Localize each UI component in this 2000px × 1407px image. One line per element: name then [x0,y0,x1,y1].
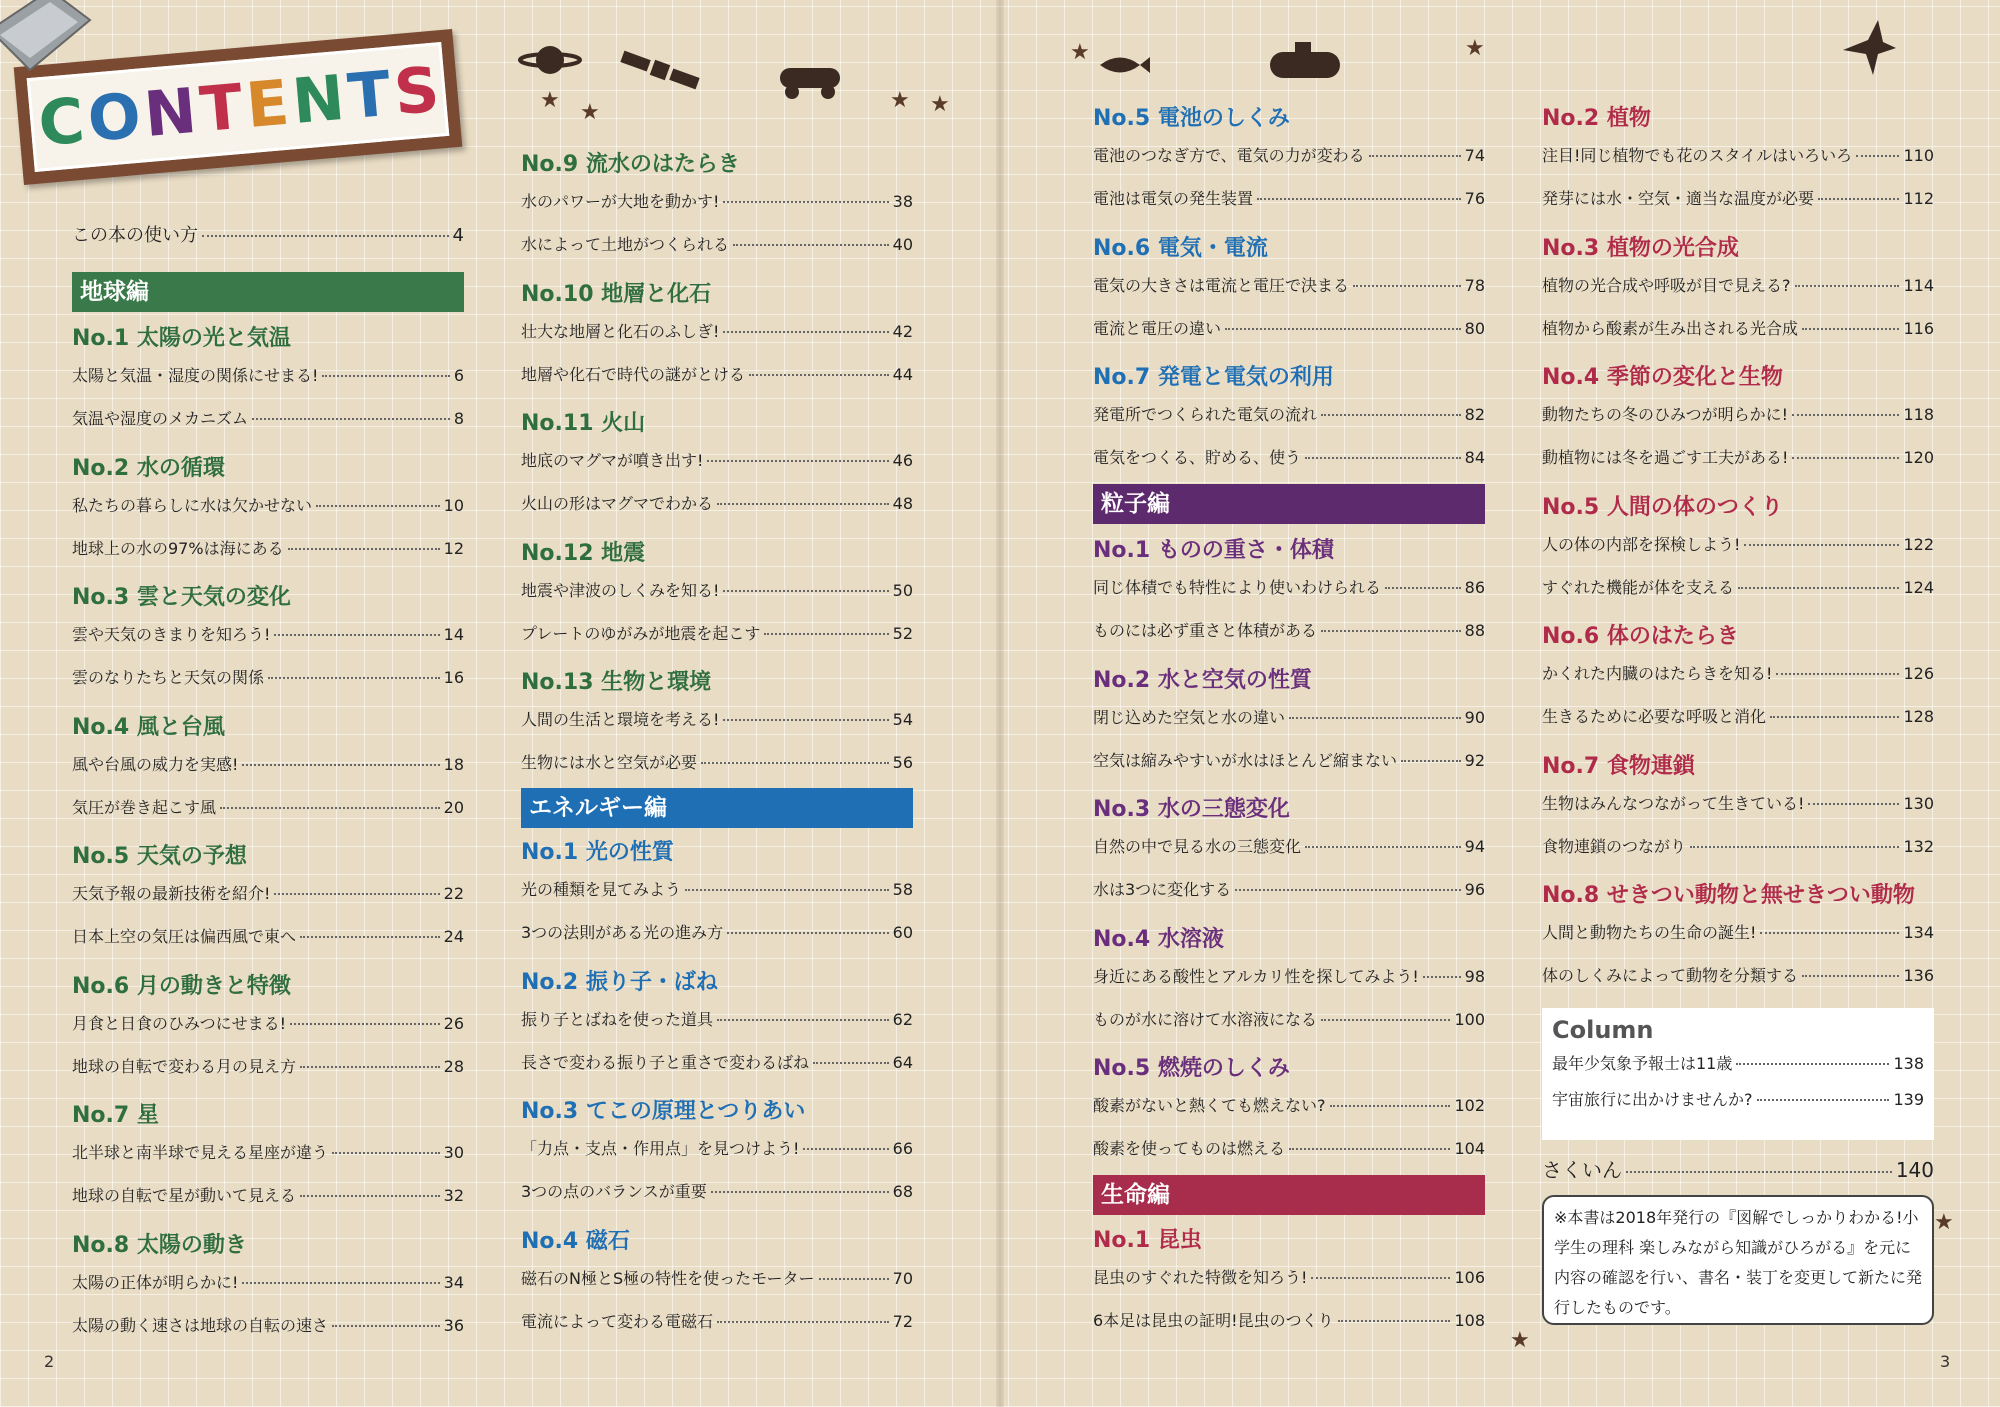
entry-title: 水は3つに変化する [1093,880,1232,899]
entry-page: 20 [443,797,464,817]
toc-entry[interactable] [1552,1054,1924,1074]
entry-page: 122 [1903,534,1934,554]
entry-title: プレートのゆがみが地震を起こす [521,623,761,643]
toc-entry[interactable] [72,668,464,688]
entry-title: 閉じ込めた空気と水の違い [1093,707,1286,727]
page-fold [996,0,1004,1407]
section-title[interactable]: No.5 天気の予想 [72,844,247,869]
star-icon: ★ [1465,36,1485,61]
entry-title: 地球の自転で星が動いて見える [72,1186,297,1205]
entry-page: 22 [443,884,464,903]
toc-entry[interactable] [1093,967,1485,987]
toc-entry[interactable] [72,927,464,947]
entry-title: 天気予報の最新技術を紹介! [72,884,271,903]
entry-title: 人間の生活と環境を考える! [521,710,720,729]
entry-page: 104 [1454,1139,1485,1158]
column-box [1542,1008,1934,1140]
entry-page: 18 [443,754,464,774]
section-title[interactable]: No.7 発電と電気の利用 [1093,365,1334,390]
entry-page: 128 [1903,707,1934,726]
title-letter: T [345,56,398,134]
toc-entry[interactable] [72,884,464,904]
entry-title: 生物はみんなつながって生きている! [1542,793,1805,813]
entry-title: 日本上空の気圧は偏西風で東へ [72,927,297,946]
title-letter: N [141,73,204,152]
toc-entry[interactable] [521,1053,913,1073]
toc-entry[interactable] [72,1186,464,1206]
toc-entry[interactable] [1542,535,1934,555]
toc-entry[interactable] [521,581,913,601]
column-box-title: Column [1552,1016,1654,1044]
toc-entry[interactable] [521,322,913,342]
toc-entry[interactable] [72,1057,464,1077]
entry-page: 12 [443,538,464,558]
entry-title: 磁石のN極とS極の特性を使ったモーター [521,1268,815,1288]
section-title[interactable]: No.10 地層と化石 [521,281,712,307]
entry-title: 私たちの暮らしに水は欠かせない [72,495,313,515]
toc-entry[interactable] [1093,1010,1485,1030]
entry-page: 60 [892,923,913,942]
toc-entry[interactable] [72,1316,464,1336]
entry-page: 86 [1464,578,1485,597]
bird-icon [1838,20,1898,75]
entry-page: 78 [1464,275,1485,295]
section-title[interactable]: No.4 水溶液 [1093,926,1224,952]
entry-title: この本の使い方 [72,225,198,246]
entry-title: 発芽には水・空気・適当な温度が必要 [1542,189,1815,208]
toc-entry[interactable] [1093,1268,1485,1288]
entry-page: 112 [1903,189,1934,208]
toc-entry[interactable] [1093,621,1485,641]
entry-title: 同じ体積でも特性により使いわけられる [1093,578,1382,597]
title-letter: C [35,83,92,161]
toc-entry-index[interactable] [1542,1160,1934,1180]
entry-page: 40 [892,235,913,254]
toc-entry[interactable] [1542,578,1934,598]
entry-title: 動植物には冬を過ごす工夫がある! [1542,448,1789,467]
entry-title: 地球上の水の97%は海にある [72,538,284,558]
entry-page: 134 [1903,923,1934,942]
publication-note: ※本書は2018年発行の『図解でしっかりわかる!小学生の理科 楽しみながら知識がひろがる』を元に内容の確認を行い、書名・装丁を変更して新たに発行したものです。 [1542,1195,1934,1325]
entry-page: 66 [892,1139,913,1158]
entry-title: 太陽の正体が明らかに! [72,1272,239,1292]
entry-page: 140 [1895,1158,1934,1182]
toc-entry[interactable] [1093,1096,1485,1116]
star-icon: ★ [1934,1210,1954,1235]
entry-page: 52 [892,623,913,643]
section-title[interactable]: No.2 振り子・ばね [521,969,718,995]
entry-page: 110 [1903,146,1934,165]
section-title[interactable]: No.4 磁石 [521,1228,630,1254]
section-title[interactable]: No.5 燃焼のしくみ [1093,1056,1290,1081]
entry-title: 水のパワーが大地を動かす! [521,192,720,211]
entry-page: 14 [443,625,464,644]
toc-entry[interactable] [72,798,464,818]
toc-entry[interactable] [1093,146,1485,166]
toc-entry[interactable] [1552,1090,1924,1110]
entry-page: 139 [1893,1090,1924,1109]
star-icon: ★ [1510,1328,1530,1353]
section-title[interactable]: No.4 季節の変化と生物 [1542,365,1783,390]
entry-page: 108 [1454,1311,1485,1330]
entry-title: 3つの点のバランスが重要 [521,1182,707,1201]
entry-page: 4 [452,225,464,246]
toc-entry[interactable] [521,1312,913,1332]
entry-title: 人の体の内部を探検しよう! [1542,534,1741,554]
entry-page: 32 [443,1186,464,1205]
section-title[interactable]: No.4 風と台風 [72,714,225,740]
entry-page: 98 [1464,966,1485,986]
entry-title: 食物連鎖のつながり [1542,836,1687,856]
section-title[interactable]: No.2 植物 [1542,106,1651,131]
entry-title: 風や台風の威力を実感! [72,754,239,774]
toc-entry[interactable] [72,755,464,775]
toc-entry[interactable] [1542,448,1934,468]
toc-entry[interactable] [72,625,464,645]
entry-title: 「力点・支点・作用点」を見つけよう! [521,1139,800,1158]
toc-entry[interactable] [72,1273,464,1293]
section-title[interactable]: No.2 水の循環 [72,455,225,481]
entry-page: 118 [1903,405,1934,424]
entry-title: 人間と動物たちの生命の誕生! [1542,923,1757,942]
entry-page: 100 [1454,1009,1485,1029]
toc-entry[interactable] [1093,837,1485,857]
entry-page: 92 [1464,750,1485,770]
section-title[interactable]: No.5 電池のしくみ [1093,106,1290,131]
entry-page: 54 [892,710,913,729]
section-title[interactable]: No.3 植物の光合成 [1542,235,1739,261]
toc-entry[interactable] [72,1143,464,1163]
toc-entry[interactable] [1542,146,1934,166]
entry-title: 気温や湿度のメカニズム [72,409,249,428]
entry-title: 植物の光合成や呼吸が目で見える? [1542,275,1791,295]
star-icon: ★ [930,92,950,117]
entry-title: 宇宙旅行に出かけませんか? [1552,1090,1753,1109]
entry-title: 体のしくみによって動物を分類する [1542,966,1799,985]
entry-title: 生きるために必要な呼吸と消化 [1542,707,1767,726]
entry-page: 16 [443,668,464,687]
entry-page: 116 [1903,318,1934,338]
toc-entry[interactable] [1542,837,1934,857]
toc-entry[interactable] [1093,1311,1485,1331]
entry-page: 64 [892,1052,913,1072]
section-title[interactable]: No.11 火山 [521,411,646,436]
toc-entry[interactable] [1542,794,1934,814]
section-title[interactable]: No.2 水と空気の性質 [1093,667,1312,693]
entry-title: 地球の自転で変わる月の見え方 [72,1056,297,1076]
entry-page: 136 [1903,966,1934,985]
section-title[interactable]: No.3 水の三態変化 [1093,797,1290,822]
entry-title: 光の種類を見てみよう [521,880,682,899]
entry-page: 68 [892,1182,913,1201]
entry-page: 124 [1903,577,1934,597]
section-title[interactable]: No.13 生物と環境 [521,670,712,695]
toc-entry[interactable] [1093,405,1485,425]
section-title[interactable]: No.3 てこの原理とつりあい [521,1099,806,1124]
entry-page: 138 [1893,1054,1924,1073]
toc-entry[interactable] [1093,578,1485,598]
entry-page: 26 [443,1013,464,1033]
star-icon: ★ [580,100,600,125]
entry-page: 82 [1464,405,1485,424]
entry-page: 84 [1464,448,1485,467]
star-icon: ★ [540,88,560,113]
entry-page: 50 [892,580,913,600]
entry-title: 水によって土地がつくられる [521,235,730,254]
section-title[interactable]: No.5 人間の体のつくり [1542,494,1783,520]
toc-entry[interactable] [521,880,913,900]
toc-entry[interactable] [521,753,913,773]
entry-title: さくいん [1542,1158,1622,1182]
toc-entry[interactable] [1542,966,1934,986]
entry-title: 雲のなりたちと天気の関係 [72,668,265,687]
entry-page: 28 [443,1056,464,1076]
entry-title: 動物たちの冬のひみつが明らかに! [1542,405,1789,424]
entry-title: 電気をつくる、貯める、使う [1093,448,1302,467]
section-title[interactable]: No.7 星 [72,1103,159,1128]
entry-page: 80 [1464,318,1485,338]
section-title[interactable]: No.7 食物連鎖 [1542,753,1695,779]
entry-page: 120 [1903,448,1934,467]
title-letter: N [289,60,352,139]
entry-page: 126 [1903,664,1934,683]
entry-page: 10 [443,495,464,515]
section-title[interactable]: No.6 電気・電流 [1093,235,1268,261]
section-title[interactable]: No.1 ものの重さ・体積 [1093,538,1334,563]
section-title[interactable]: No.6 月の動きと特徴 [72,973,291,999]
entry-page: 38 [892,192,913,211]
entry-title: 最年少気象予報士は11歳 [1552,1054,1733,1073]
toc-entry[interactable] [521,451,913,471]
entry-title: 地層や化石で時代の謎がとける [521,364,746,384]
toc-entry[interactable] [521,365,913,385]
title-letter: E [243,65,296,143]
section-title[interactable]: No.3 雲と天気の変化 [72,585,291,610]
entry-page: 46 [892,451,913,470]
entry-page: 6 [453,366,464,385]
entry-page: 36 [443,1315,464,1335]
section-title[interactable]: No.9 流水のはたらき [521,152,740,177]
section-title[interactable]: No.6 体のはたらき [1542,624,1739,649]
entry-page: 48 [892,494,913,513]
entry-page: 114 [1903,275,1934,295]
entry-page: 102 [1454,1096,1485,1115]
entry-page: 8 [453,409,464,428]
entry-page: 72 [892,1311,913,1331]
toc-entry[interactable] [72,496,464,516]
entry-title: 壮大な地層と化石のふしぎ! [521,321,720,341]
star-icon: ★ [1070,40,1090,65]
toc-entry[interactable] [521,494,913,514]
toc-entry[interactable] [1542,319,1934,339]
section-band-life: 生命編 [1093,1175,1485,1215]
toc-entry[interactable] [72,539,464,559]
section-title[interactable]: No.12 地震 [521,540,646,566]
toc-entry[interactable] [1542,276,1934,296]
page-number-right: 3 [1940,1352,1951,1371]
toc-entry[interactable] [1093,880,1485,900]
section-band-particle: 粒子編 [1093,484,1485,524]
section-title[interactable]: No.1 昆虫 [1093,1228,1202,1253]
toc-entry[interactable] [521,192,913,212]
toc-entry[interactable] [1542,707,1934,727]
entry-title: 自然の中で見る水の三態変化 [1093,837,1302,856]
entry-title: 発電所でつくられた電気の流れ [1093,405,1318,424]
entry-page: 56 [892,753,913,772]
toc-entry[interactable] [1093,751,1485,771]
entry-title: ものには必ず重さと体積がある [1093,621,1318,640]
entry-page: 96 [1464,880,1485,899]
toc-entry[interactable] [521,1269,913,1289]
title-letter: T [197,69,250,147]
toc-entry[interactable] [72,1014,464,1034]
binder-clip-icon [0,0,110,110]
entry-title: かくれた内臓のはたらきを知る! [1542,664,1773,683]
toc-entry[interactable] [521,1182,913,1202]
toc-entry[interactable] [521,1139,913,1159]
entry-title: 空気は縮みやすいが水はほとんど縮まない [1093,750,1398,770]
entry-title: 太陽の動く速さは地球の自転の速さ [72,1315,329,1335]
entry-page: 74 [1464,146,1485,165]
entry-title: 酸素がないと熱くても燃えない? [1093,1096,1326,1115]
section-band-energy: エネルギー編 [521,788,913,828]
toc-entry[interactable] [521,923,913,943]
toc-entry[interactable] [1093,448,1485,468]
entry-title: 火山の形はマグマでわかる [521,494,714,513]
entry-page: 90 [1464,707,1485,727]
toc-entry[interactable] [521,624,913,644]
entry-title: 電池は電気の発生装置 [1093,189,1254,208]
entry-page: 88 [1464,621,1485,640]
section-title[interactable]: No.1 太陽の光と気温 [72,326,291,351]
toc-entry[interactable] [521,710,913,730]
title-letter: S [391,52,446,130]
entry-page: 30 [443,1143,464,1162]
toc-entry[interactable] [1093,189,1485,209]
toc-entry[interactable] [1093,276,1485,296]
entry-page: 42 [892,321,913,341]
entry-page: 70 [892,1268,913,1288]
toc-entry[interactable] [72,226,464,246]
toc-entry[interactable] [72,366,464,386]
star-icon: ★ [890,88,910,113]
section-title[interactable]: No.8 せきつい動物と無せきつい動物 [1542,883,1915,908]
section-band-earth: 地球編 [72,272,464,312]
entry-title: 気圧が巻き起こす風 [72,797,217,817]
title-letter: O [84,78,148,156]
toc-entry[interactable] [1093,1139,1485,1159]
entry-page: 62 [892,1009,913,1029]
entry-title: 太陽と気温・湿度の関係にせまる! [72,366,319,385]
entry-title: 振り子とばねを使った道具 [521,1009,714,1029]
entry-title: 北半球と南半球で見える星座が違う [72,1143,329,1162]
toc-entry[interactable] [1542,664,1934,684]
entry-title: 昆虫のすぐれた特徴を知ろう! [1093,1268,1308,1287]
entry-page: 132 [1903,836,1934,856]
entry-title: 3つの法則がある光の進み方 [521,923,724,942]
entry-page: 94 [1464,837,1485,856]
section-title[interactable]: No.1 光の性質 [521,840,674,865]
entry-title: すぐれた機能が体を支える [1542,577,1735,597]
entry-title: 電流と電圧の違い [1093,318,1222,338]
entry-page: 58 [892,880,913,899]
entry-page: 130 [1903,793,1934,813]
toc-entry[interactable] [1542,189,1934,209]
entry-title: 地震や津波のしくみを知る! [521,580,720,600]
entry-title: 生物には水と空気が必要 [521,753,698,772]
entry-title: 雲や天気のきまりを知ろう! [72,625,271,644]
entry-page: 34 [443,1272,464,1292]
entry-page: 76 [1464,189,1485,208]
toc-entry[interactable] [521,235,913,255]
entry-title: 電池のつなぎ方で、電気の力が変わる [1093,146,1365,165]
toc-entry[interactable] [1542,405,1934,425]
toc-entry[interactable] [1093,319,1485,339]
entry-title: 月食と日食のひみつにせまる! [72,1013,287,1033]
entry-title: 注目!同じ植物でも花のスタイルはいろいろ [1542,146,1853,165]
entry-title: 電流によって変わる電磁石 [521,1311,714,1331]
entry-title: 長さで変わる振り子と重さで変わるばね [521,1052,810,1072]
entry-title: 電気の大きさは電流と電圧で決まる [1093,275,1350,295]
toc-entry[interactable] [1093,708,1485,728]
entry-title: 身近にある酸性とアルカリ性を探してみよう! [1093,966,1419,986]
entry-title: ものが水に溶けて水溶液になる [1093,1009,1318,1029]
section-title[interactable]: No.8 太陽の動き [72,1232,247,1258]
entry-title: 地底のマグマが噴き出す! [521,451,704,470]
toc-entry[interactable] [1542,923,1934,943]
entry-page: 106 [1454,1268,1485,1287]
entry-page: 44 [892,364,913,384]
entry-page: 24 [443,927,464,946]
entry-title: 酸素を使ってものは燃える [1093,1139,1286,1158]
entry-title: 植物から酸素が生み出される光合成 [1542,318,1799,338]
sea-silhouettes-icon [1070,30,1490,90]
toc-entry[interactable] [72,409,464,429]
page-number-left: 2 [44,1352,55,1371]
entry-title: 6本足は昆虫の証明!昆虫のつくり [1093,1311,1334,1330]
space-silhouettes-icon [510,30,920,120]
toc-entry[interactable] [521,1010,913,1030]
